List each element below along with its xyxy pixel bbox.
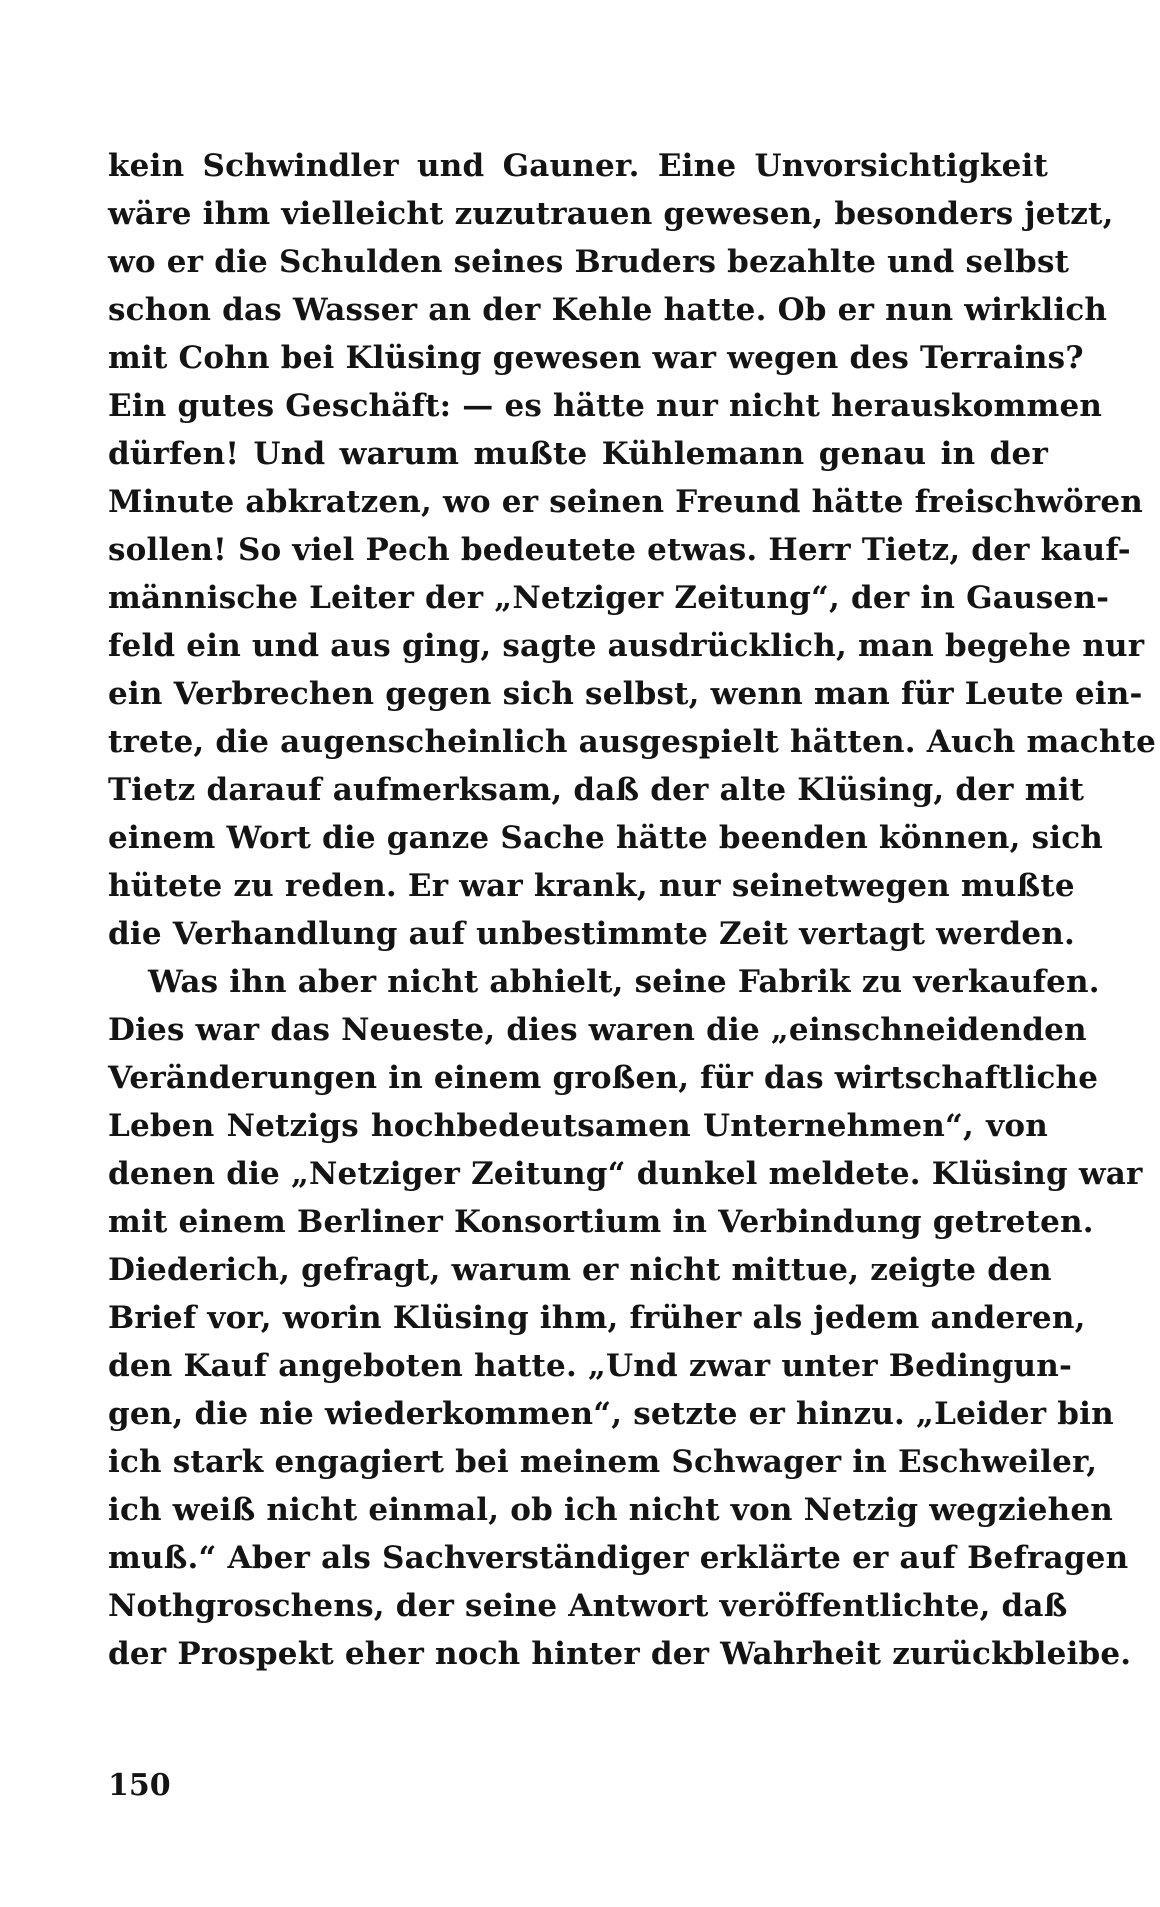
text-line: einem Wort die ganze Sache hätte beenden können, sich [108, 820, 1104, 856]
text-line: wo er die Schulden seines Bruders bezahlte und selbst [108, 244, 1070, 280]
body-text [108, 142, 1157, 1678]
text-line: Diederich, gefragt, warum er nicht mittue, zeigte den [108, 1252, 1052, 1288]
text-line: muß.“ Aber als Sachverständiger erklärte er auf Befragen [108, 1540, 1129, 1576]
text-line: schon das Wasser an der Kehle hatte. Ob er nun wirklich [108, 292, 1108, 328]
text-line: gen, die nie wiederkommen“, setzte er hinzu. „Leider bin [108, 1396, 1114, 1432]
text-line: Nothgroschens, der seine Antwort veröffentlichte, daß [108, 1588, 1068, 1624]
text-line: mit Cohn bei Klüsing gewesen war wegen des Terrains? [108, 340, 1084, 376]
text-line: Was ihn aber nicht abhielt, seine Fabrik zu verkaufen. [148, 964, 1100, 1000]
text-line: mit einem Berliner Konsortium in Verbindung getreten. [108, 1204, 1094, 1240]
text-line: kein Schwindler und Gauner. Eine Unvorsichtigkeit [108, 148, 1048, 184]
page-number: 150 [108, 1768, 171, 1803]
text-line: den Kauf angeboten hatte. „Und zwar unter Bedingun- [108, 1348, 1073, 1384]
text-line: wäre ihm vielleicht zuzutrauen gewesen, besonders jetzt, [108, 196, 1114, 232]
text-line: der Prospekt eher noch hinter der Wahrheit zurückbleibe. [108, 1636, 1132, 1672]
text-line: sollen! So viel Pech bedeutete etwas. Herr Tietz, der kauf- [108, 532, 1131, 568]
text-line: Brief vor, worin Klüsing ihm, früher als jedem anderen, [108, 1300, 1086, 1336]
text-line: Leben Netzigs hochbedeutsamen Unternehmen“, von [108, 1108, 1048, 1144]
text-line: denen die „Netziger Zeitung“ dunkel meldete. Klüsing war [108, 1156, 1143, 1192]
text-line: Tietz darauf aufmerksam, daß der alte Klüsing, der mit [108, 772, 1085, 808]
text-line: ich stark engagiert bei meinem Schwager in Eschweiler, [108, 1444, 1098, 1480]
text-line: feld ein und aus ging, sagte ausdrücklich, man begehe nur [108, 628, 1145, 664]
text-line: ich weiß nicht einmal, ob ich nicht von Netzig wegziehen [108, 1492, 1114, 1528]
text-line: Minute abkratzen, wo er seinen Freund hätte freischwören [108, 484, 1144, 520]
text-line: männische Leiter der „Netziger Zeitung“, der in Gausen- [108, 580, 1110, 616]
text-line: hütete zu reden. Er war krank, nur seinetwegen mußte [108, 868, 1075, 904]
text-line: Veränderungen in einem großen, für das wirtschaftliche [108, 1060, 1099, 1096]
text-line: Dies war das Neueste, dies waren die „einschneidenden [108, 1012, 1087, 1048]
text-line: die Verhandlung auf unbestimmte Zeit vertagt werden. [108, 916, 1075, 952]
text-line: ein Verbrechen gegen sich selbst, wenn man für Leute ein- [108, 676, 1143, 712]
text-line: trete, die augenscheinlich ausgespielt hätten. Auch machte [108, 724, 1157, 760]
text-line: Ein gutes Geschäft: — es hätte nur nicht herauskommen [108, 388, 1103, 424]
text-line: dürfen! Und warum mußte Kühlemann genau in der [108, 436, 1048, 472]
